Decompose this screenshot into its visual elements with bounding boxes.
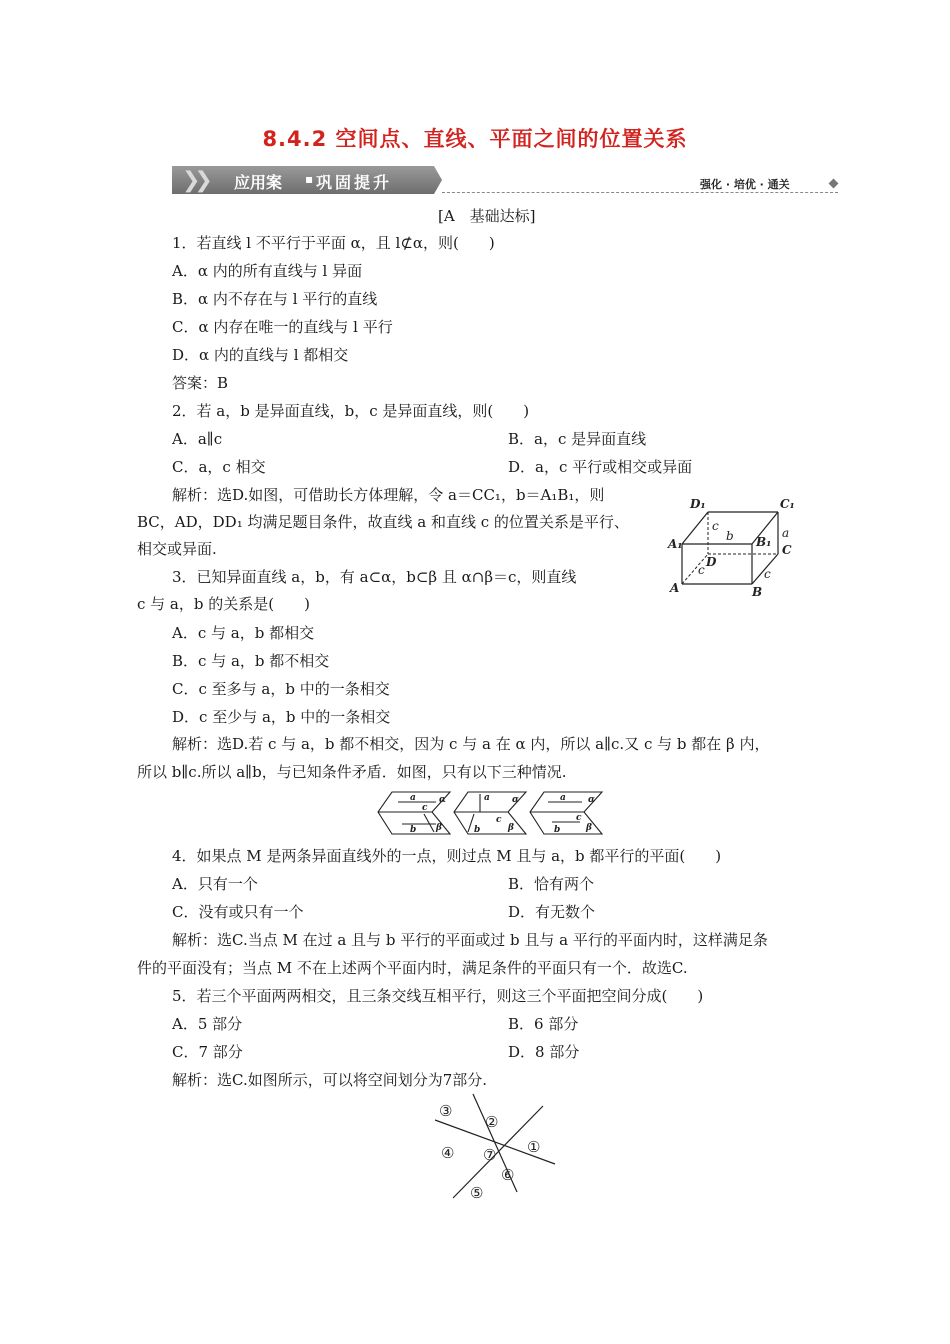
q3-option-b: B．c 与 a，b 都不相交 (172, 652, 330, 670)
q5-option-a: A．5 部分 (172, 1015, 243, 1033)
cube-line-c-left: c (698, 563, 705, 577)
cube-line-a: a (782, 526, 790, 540)
q3-option-a: A．c 与 a，b 都相交 (172, 624, 315, 642)
q4-option-c: C．没有或只有一个 (172, 903, 304, 921)
plane3-label-b: b (554, 825, 561, 835)
banner-dot: ▪ (305, 172, 314, 186)
cube-label-b1: B₁ (756, 535, 772, 549)
plane3-label-alpha: α (588, 795, 595, 805)
q2-explanation-3: 相交或异面. (137, 540, 217, 558)
plane1-label-b: b (410, 825, 417, 835)
q4-explanation-2: 件的平面没有；当点 M 不在上述两个平面内时，满足条件的平面只有一个．故选C. (137, 959, 688, 977)
plane3-label-beta: β (586, 823, 592, 833)
plane2-label-beta: β (508, 823, 514, 833)
q5-stem: 5．若三个平面两两相交，且三条交线互相平行，则这三个平面把空间分成( ) (172, 987, 704, 1005)
plane1-label-beta: β (436, 823, 442, 833)
planes-figure (376, 788, 616, 840)
q3-explanation-1: 解析：选D.若 c 与 a，b 都不相交，因为 c 与 a 在 α 内，所以 a∥c.又 c 与 b 都在 β 内， (172, 735, 770, 753)
q1-answer: 答案：B (172, 374, 229, 392)
q4-stem: 4．如果点 M 是两条异面直线外的一点，则过点 M 且与 a，b 都平行的平面( ) (172, 847, 722, 865)
q1-option-c: C．α 内存在唯一的直线与 l 平行 (172, 318, 393, 336)
q4-option-a: A．只有一个 (172, 875, 258, 893)
q2-option-a: A．a∥c (172, 430, 223, 448)
q2-stem: 2．若 a，b 是异面直线，b，c 是异面直线，则( ) (172, 402, 530, 420)
region-6: ⑥ (501, 1166, 515, 1184)
q2-option-c: C．a，c 相交 (172, 458, 266, 476)
q1-option-d: D．α 内的直线与 l 都相交 (172, 346, 349, 364)
q5-explanation: 解析：选C.如图所示，可以将空间划分为7部分. (172, 1071, 488, 1089)
q2-explanation-2: BC，AD，DD₁ 均满足题目条件，故直线 a 和直线 c 的位置关系是平行、 (137, 513, 629, 531)
space-division-figure (425, 1092, 565, 1204)
q2-option-d: D．a，c 平行或相交或异面 (508, 458, 693, 476)
q1-option-a: A．α 内的所有直线与 l 异面 (172, 262, 363, 280)
plane2-label-c: c (496, 815, 502, 825)
plane2-label-b: b (474, 825, 481, 835)
q3-explanation-2: 所以 b∥c.所以 a∥b，与已知条件矛盾．如图，只有以下三种情况. (137, 763, 567, 781)
region-1: ① (527, 1138, 541, 1156)
plane1-label-a: a (410, 793, 416, 803)
q4-option-b: B．恰有两个 (508, 875, 595, 893)
q1-option-b: B．α 内不存在与 l 平行的直线 (172, 290, 378, 308)
q2-explanation-1: 解析：选D.如图，可借助长方体理解，令 a＝CC₁，b＝A₁B₁，则 (172, 486, 605, 504)
region-7: ⑦ (483, 1146, 497, 1164)
banner-tag: 强化 · 培优 · 通关 (700, 178, 790, 191)
q1-stem: 1．若直线 l 不平行于平面 α，且 l⊄α，则( ) (172, 234, 495, 252)
banner-divider (442, 192, 838, 193)
plane3-label-a: a (560, 793, 566, 803)
cube-label-c1: C₁ (780, 497, 795, 511)
region-4: ④ (441, 1144, 455, 1162)
region-3: ③ (439, 1102, 453, 1120)
banner-left-label: 应用案 (234, 173, 283, 192)
plane2-label-alpha: α (512, 795, 519, 805)
cube-line-c-top: c (712, 519, 719, 533)
section-banner (172, 166, 442, 194)
q5-option-d: D．8 部分 (508, 1043, 580, 1061)
plane1-label-alpha: α (439, 795, 446, 805)
q4-explanation-1: 解析：选C.当点 M 在过 a 且与 b 平行的平面或过 b 且与 a 平行的平面内时，这样满足条 (172, 931, 768, 949)
q5-option-c: C．7 部分 (172, 1043, 243, 1061)
cube-label-d1: D₁ (690, 497, 706, 511)
diamond-icon (829, 179, 839, 189)
region-2: ② (485, 1113, 499, 1131)
section-heading: [A 基础达标] (438, 207, 536, 225)
q5-option-b: B．6 部分 (508, 1015, 579, 1033)
q3-stem-2: c 与 a，b 的关系是( ) (137, 595, 310, 613)
q3-option-d: D．c 至少与 a，b 中的一条相交 (172, 708, 391, 726)
cube-label-c: C (782, 543, 792, 557)
cube-line-b: b (726, 529, 734, 543)
banner-right-label: 巩固提升 (316, 173, 393, 192)
q3-stem-1: 3．已知异面直线 a，b，有 a⊂α，b⊂β 且 α∩β＝c，则直线 (172, 568, 577, 586)
plane1-label-c: c (422, 803, 428, 813)
cube-label-b: B (752, 585, 763, 599)
q4-option-d: D．有无数个 (508, 903, 596, 921)
plane3-label-c: c (576, 813, 582, 823)
page-title: 8.4.2 空间点、直线、平面之间的位置关系 (262, 127, 688, 151)
cube-label-a: A (670, 581, 680, 595)
chevron-icon: ❯❯ (182, 168, 207, 193)
plane2-label-a: a (484, 793, 490, 803)
cube-label-a1: A₁ (668, 537, 683, 551)
region-5: ⑤ (470, 1184, 484, 1202)
q3-option-c: C．c 至多与 a，b 中的一条相交 (172, 680, 390, 698)
q2-option-b: B．a，c 是异面直线 (508, 430, 647, 448)
cube-figure (660, 492, 800, 602)
cube-label-d: D (706, 555, 717, 569)
cube-line-c-right: c (764, 567, 771, 581)
